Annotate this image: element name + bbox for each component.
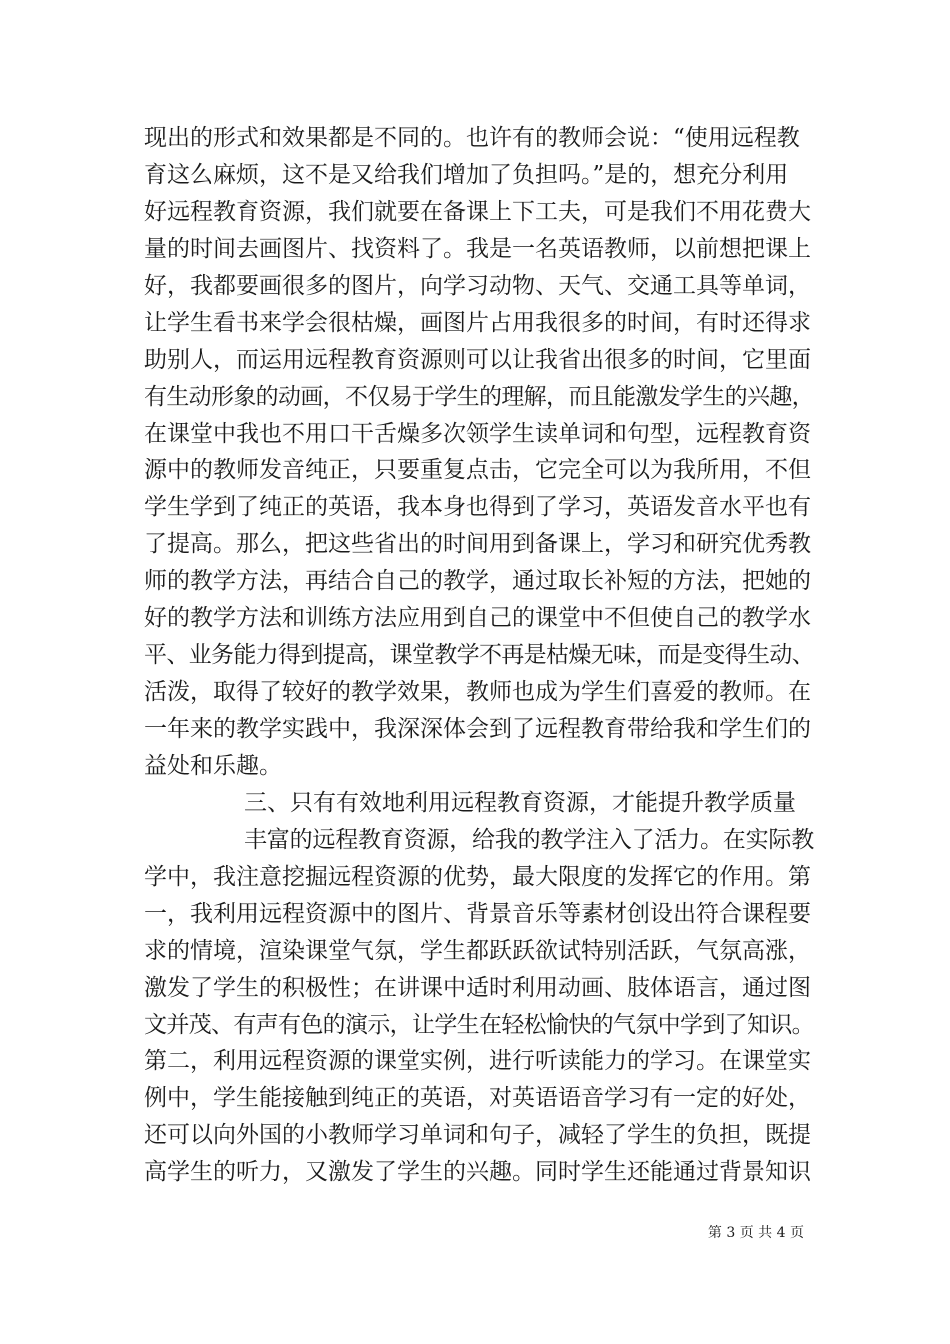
text-line: 求的情境，渲染课堂气氛，学生都跃跃欲试特别活跃，气氛高涨， [144,937,811,964]
text-line: 育这么麻烦，这不是又给我们增加了负担吗。”是的，想充分利用 [144,161,789,188]
text-line: 了提高。那么，把这些省出的时间用到备课上，学习和研究优秀教 [144,531,811,558]
text-line: 活泼，取得了较好的教学效果，教师也成为学生们喜爱的教师。在 [144,679,811,706]
text-line: 助别人，而运用远程教育资源则可以让我省出很多的时间，它里面 [144,346,811,373]
text-line: 文并茂、有声有色的演示，让学生在轻松愉快的气氛中学到了知识。 [144,1011,815,1038]
text-line: 在课堂中我也不用口干舌燥多次领学生读单词和句型，远程教育资 [144,420,811,447]
text-line: 量的时间去画图片、找资料了。我是一名英语教师，以前想把课上 [144,235,811,262]
text-line: 好，我都要画很多的图片，向学习动物、天气、交通工具等单词， [144,272,811,299]
text-line: 第二，利用远程资源的课堂实例，进行听读能力的学习。在课堂实 [144,1048,811,1075]
paragraph-first-line: 丰富的远程教育资源，给我的教学注入了活力。在实际教 [244,826,815,853]
text-line: 源中的教师发音纯正，只要重复点击，它完全可以为我所用，不但 [144,457,811,484]
text-line: 高学生的听力，又激发了学生的兴趣。同时学生还能通过背景知识 [144,1159,811,1186]
text-line: 学中，我注意挖掘远程资源的优势，最大限度的发挥它的作用。第 [144,863,811,890]
text-line: 现出的形式和效果都是不同的。也许有的教师会说：“使用远程教 [144,125,800,151]
text-line: 一年来的教学实践中，我深深体会到了远程教育带给我和学生们的 [144,716,811,742]
text-line: 好的教学方法和训练方法应用到自己的课堂中不但使自己的教学水 [144,605,811,632]
page-footer: 第 3 页 共 4 页 [707,1225,804,1241]
text-line: 还可以向外国的小教师学习单词和句子，减轻了学生的负担，既提 [144,1122,811,1149]
text-line: 例中，学生能接触到纯正的英语，对英语语音学习有一定的好处， [144,1085,811,1112]
text-line: 师的教学方法，再结合自己的教学，通过取长补短的方法，把她的 [144,568,811,595]
text-line: 让学生看书来学会很枯燥，画图片占用我很多的时间，有时还得求 [144,309,811,336]
text-line: 激发了学生的积极性；在讲课中适时利用动画、肢体语言，通过图 [144,974,811,1001]
text-line: 一，我利用远程资源中的图片、背景音乐等素材创设出符合课程要 [144,900,811,927]
text-line: 好远程教育资源，我们就要在备课上下工夫，可是我们不用花费大 [144,198,811,225]
text-line: 有生动形象的动画，不仅易于学生的理解，而且能激发学生的兴趣， [144,383,815,410]
section-heading: 三、只有有效地利用远程教育资源，才能提升教学质量 [244,789,796,816]
body-text [144,120,814,1191]
text-line: 益处和乐趣。 [144,752,282,779]
text-line: 平、业务能力得到提高，课堂教学不再是枯燥无味，而是变得生动、 [144,642,815,669]
text-line: 学生学到了纯正的英语，我本身也得到了学习，英语发音水平也有 [144,494,811,521]
